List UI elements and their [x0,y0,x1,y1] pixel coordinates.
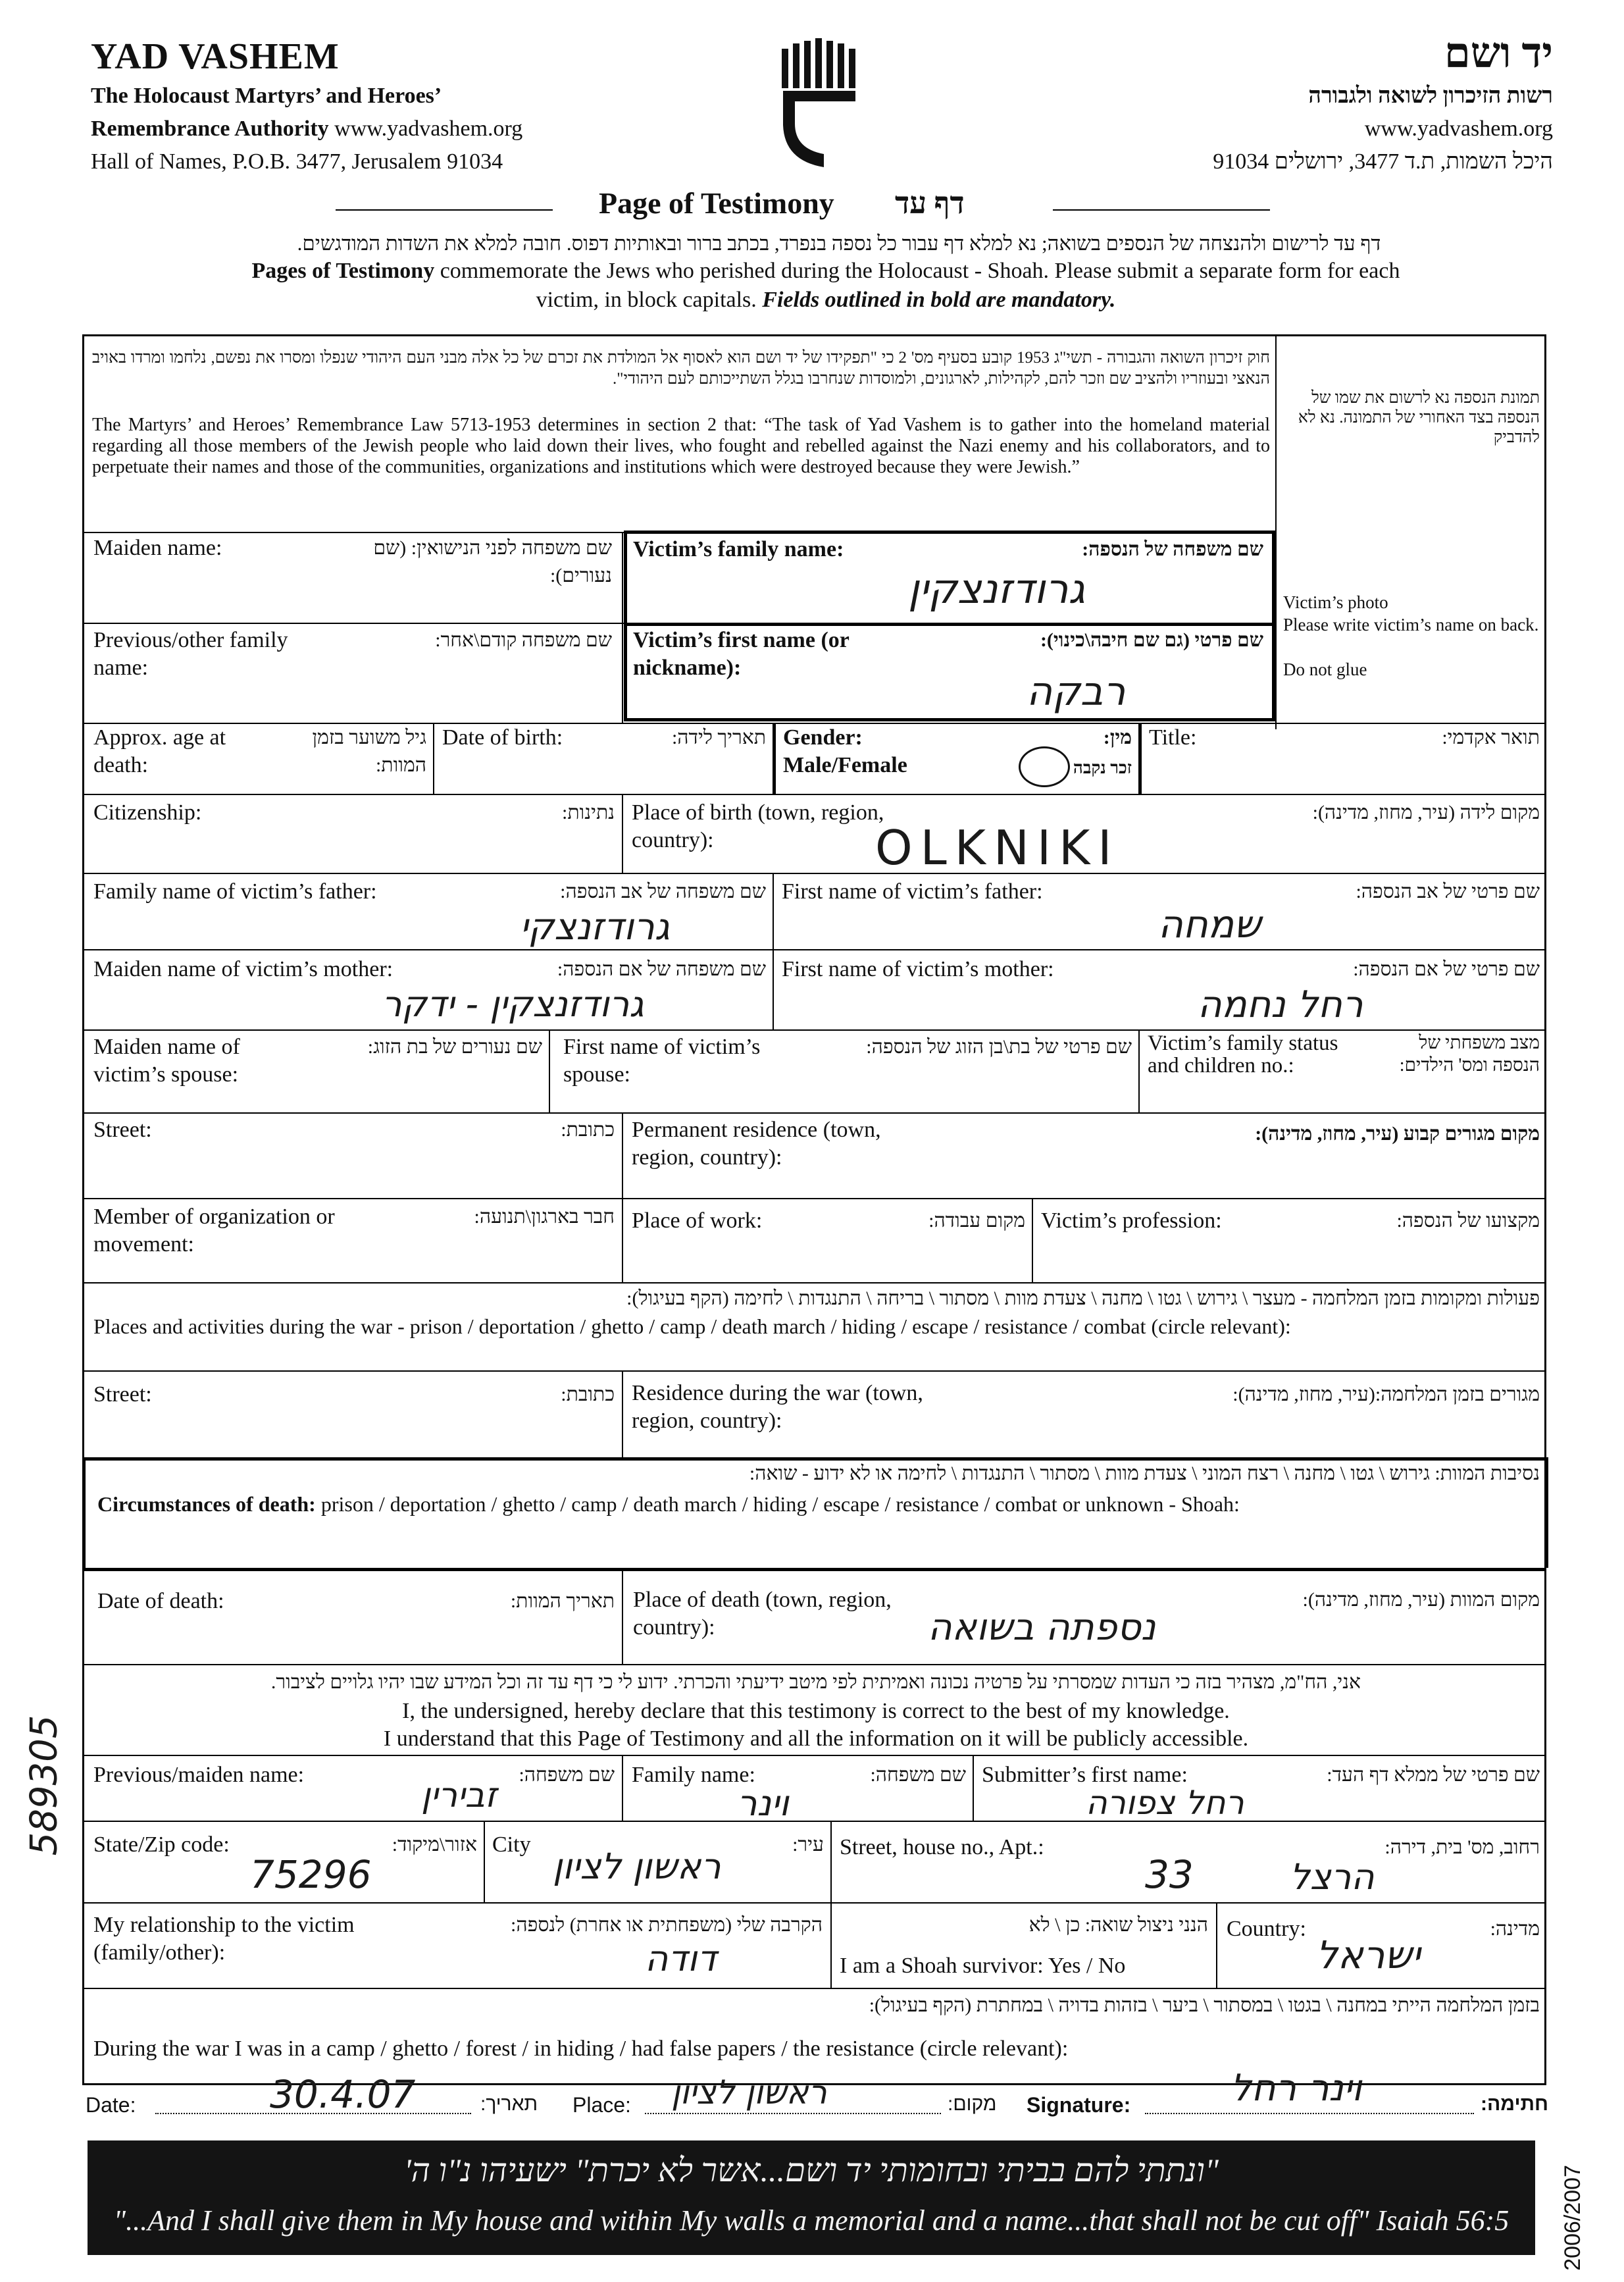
yad-vashem-logo [776,38,869,170]
footer-verse-band [88,2140,1535,2255]
row-line-bold [82,1568,1546,1571]
org-name-he: יד ושם [1444,30,1553,76]
submitter-house-no-value[interactable]: 33 [1145,1852,1194,1897]
verse-en: "...And I shall give them in My house and within My walls a memorial and a name...that shall not be cut off" Isaiah 56:5 [113,2204,1510,2237]
victim-family-name-label: Victim’s family name: [633,537,844,561]
col-line [1216,1902,1217,1988]
citizenship-label-he: נתינות: [562,802,615,823]
survivor-label[interactable]: I am a Shoah survivor: Yes / No [840,1954,1126,1978]
col-line [973,1755,974,1821]
age-at-death-label: Approx. age at death: [93,725,226,777]
spouse-maiden-name-label: Maiden name of victim’s spouse: [93,1035,240,1087]
war-activities-label[interactable]: Places and activities during the war - prison / deportation / ghetto / camp / death march / hiding / escape / resistance / combat (circle relevant): [93,1314,1291,1338]
org-address-en: Hall of Names, P.O.B. 3477, Jerusalem 91034 [91,149,503,174]
city-label: City [492,1832,531,1857]
col-line [484,1821,485,1902]
place-of-death-value[interactable]: נספתה בשואה [928,1606,1156,1649]
date-value[interactable]: 30.4.07 [270,2072,416,2117]
margin-number: 589305 [22,1715,66,1856]
maiden-name-label: Maiden name: [93,536,222,560]
war-residence-label-he: מגורים בזמן המלחמה:(עיר, מחוז, מדינה): [1232,1384,1540,1405]
row-line [82,1902,1546,1904]
country-label-he: מדינה: [1490,1918,1540,1940]
submitter-family-name-label: Family name: [632,1763,755,1787]
law-text-en: The Martyrs’ and Heroes’ Remembrance Law 5713-1953 determines in section 2 that: “The task of Yad Vashem is to gather into the homeland material regarding all those members of the Jewish people who laid down their lives, who fought and rebelled against the Nazi enemy and his collaborators, and to perpetuate their names and those of the communities, organizations and institutions which were destroyed because they were Jewish.” [92,415,1270,477]
title-label-he: תואר אקדמי: [1442,727,1540,748]
row-line [82,949,1546,950]
org-line1-en: The Holocaust Martyrs’ and Heroes’ [91,84,442,108]
col-line [549,1029,550,1112]
street-label-he: כתובת: [561,1119,615,1141]
zip-label-he: אזור\מיקוד: [392,1834,477,1855]
war-street-label-he: כתובת: [561,1384,615,1405]
photo-write-name: Please write victim’s name on back. [1283,615,1539,635]
col-line [1032,1198,1033,1282]
col-line [773,873,774,1029]
submitter-family-name-value[interactable]: וינר [737,1782,789,1824]
photo-no-glue: Do not glue [1283,660,1367,679]
father-family-name-label: Family name of victim’s father: [93,879,377,904]
date-label: Date: [86,2093,136,2117]
place-underline [645,2113,941,2114]
spouse-first-name-label-he: שם פרטי של בת\בן הזוג של הנספה: [866,1036,1132,1058]
victim-family-name-label-he: שם משפחה של הנספה: [1082,538,1263,560]
col-line [830,1821,832,1902]
title-rule-left [336,209,553,211]
signature-label: Signature: [1027,2093,1131,2117]
war-street-label: Street: [93,1382,152,1407]
war-place-label[interactable]: During the war I was in a camp / ghetto / forest / in hiding / had false papers / the resistance (circle relevant): [93,2036,1069,2061]
signature-value[interactable]: וינר רחל [1231,2067,1362,2110]
gender-female-circle [1019,746,1070,787]
col-line [622,1112,623,1198]
father-first-name-label: First name of victim’s father: [782,879,1043,904]
death-circumstances-label-he: נסיבות המוות: גירוש \ גטו \ מחנה \ רצח המוני \ צעדת מוות \ מסתור \ התנגדות \ לחימה או לא ידוע - שואה: [749,1463,1540,1484]
col-line-bold [1545,1457,1548,1568]
row-line [82,873,1546,874]
instructions-en-1-text: commemorate the Jews who perished during the Holocaust - Shoah. Please submit a separate form for each [440,259,1400,283]
row-line [82,1112,1546,1114]
victim-first-name-label: Victim’s first name (or nickname): [633,628,850,680]
victim-family-name-value[interactable]: גרודזנצקין [908,565,1086,613]
date-of-death-label-he: תאריך המוות: [510,1590,615,1612]
submitter-first-name-value[interactable]: רחל צפורה [1086,1784,1244,1822]
profession-label: Victim’s profession: [1041,1208,1222,1233]
photo-instructions-he: תמונת הנספה נא לרשום את שמו של הנספה בצד האחורי של התמונה. נא לא להדביק [1298,389,1540,446]
previous-family-name-label: Previous/other family name: [93,628,288,680]
submitter-previous-name-label-he: שם משפחה: [519,1764,615,1786]
date-of-birth-label-he: תאריך לידה: [671,727,766,748]
place-of-death-label: Place of death (town, region, country): [633,1588,892,1640]
place-label-he: מקום: [948,2093,997,2115]
org-line2-en [91,115,522,143]
relationship-label: My relationship to the victim (family/other): [93,1913,355,1965]
row-line-bold [624,623,1275,626]
col-line [622,1755,623,1821]
country-label: Country: [1227,1917,1306,1941]
permanent-residence-label-he: מקום מגורים קבוע (עיר, מחוז, מדינה): [1255,1123,1540,1145]
row-line [82,1821,1546,1822]
row-line [82,1988,1546,1989]
row-line [82,794,1546,795]
col-line [622,1198,623,1282]
place-label: Place: [572,2093,631,2117]
row-line [82,1755,1546,1756]
page-title-en: Page of Testimony [599,186,834,220]
city-value[interactable]: ראשון לציון [553,1846,721,1887]
photo-box-border [1275,334,1277,729]
survivor-label-he: הנני ניצול שואה: כן \ לא [1028,1914,1208,1936]
age-at-death-label-he: גיל משוער בזמן המוות: [312,727,426,776]
declaration-he: אני, הח"מ, מצהיר בזה כי העדות שמסרתי על פרטיה נכונה ואמיתית לפי מיטב ידיעתי והכרתי. ידוע לי כי דף עד זה וכל המידע שבו יהיו גלויים לציבור. [270,1671,1361,1693]
form-year-holder [1560,2165,1599,2271]
spouse-first-name-label: First name of victim’s spouse: [563,1035,761,1087]
mother-maiden-name-label-he: שם משפחה של אם הנספה: [557,958,766,980]
org-url-en: www.yadvashem.org [334,117,523,141]
org-line1-he: רשות הזיכרון לשואה ולגבורה [1308,84,1553,108]
relationship-label-he: הקרבה שלי (משפחתית או אחרת) לנספה: [511,1914,823,1936]
mother-maiden-name-label: Maiden name of victim’s mother: [93,957,393,981]
law-text-he: חוק זיכרון השואה והגבורה - תשי"ג 1953 קובע בסעיף מס' 2 כי "תפקידו של יד ושם הוא לאסוף אל המולדת את זכרם של כל אלה מבני העם היהודי שנפלו ומסרו את נפשם, נלחמו ומרדו באויב הנאצי ובעוזריו ולהציב שם וזכר להם, לקהילות, לארגונים, ולמוסדות שנחרבו בגלל השתייכותם לעם היהודי". [92,349,1270,388]
place-of-death-label-he: מקום המוות (עיר, מחוז, מדינה): [1302,1589,1540,1611]
instructions-en-2-text: victim, in block capitals. [536,288,757,312]
submitter-street-value[interactable]: הרצל [1290,1856,1375,1898]
submitter-first-name-label: Submitter’s first name: [982,1763,1188,1787]
photo-label: Victim’s photo [1283,592,1388,612]
submitter-street-label-he: רחוב, מס' בית, דירה: [1384,1836,1540,1858]
permanent-residence-label: Permanent residence (town, region, country): [632,1118,881,1170]
instructions-en-2-bold: Fields outlined in bold are mandatory. [762,288,1116,312]
gender-label-he: מין: [1103,727,1132,748]
col-line [433,723,434,794]
row-line [82,1198,1546,1199]
declaration-en-2: I understand that this Page of Testimony and all the information on it will be publicly accessible. [383,1726,1249,1751]
place-of-work-label-he: מקום עבודה: [928,1210,1025,1232]
gender-options-he[interactable]: זכר נקבה [1073,758,1132,777]
signature-label-he: חתימה: [1481,2093,1549,2115]
col-line-bold [1138,723,1142,794]
col-line-bold [82,1457,86,1568]
col-line [830,1902,832,1988]
date-label-he: תאריך: [480,2093,538,2115]
place-of-birth-label: Place of birth (town, region, country): [632,800,884,852]
submitter-street-label: Street, house no., Apt.: [840,1835,1044,1859]
organization-label-he: חבר בארגון\תנועה: [474,1206,615,1228]
father-family-name-value[interactable]: גרודזנצקי [520,906,670,948]
father-first-name-value[interactable]: שמחה [1158,902,1261,947]
death-circumstances-label[interactable] [97,1490,1545,1518]
col-line [622,794,623,873]
instructions-en-1-bold: Pages of Testimony [251,259,435,283]
page-title-he: דף עד [895,186,965,220]
place-value[interactable]: ראשון לציון [671,2073,827,2112]
father-first-name-label-he: שם פרטי של אב הנספה: [1356,881,1540,902]
col-line [1138,1029,1140,1112]
gender-label: Gender: Male/Female [783,725,907,777]
family-status-label-he: מצב משפחתי של הנספה ומס' הילדים: [1399,1033,1540,1076]
mother-first-name-label-he: שם פרטי של אם הנספה: [1353,958,1540,980]
instructions-he: דף עד לרישום ולהנצחה של הנספים בשואה; נא למלא דף עבור כל נספה בנפרד, בכתב ברור ובאותיות דפוס. חובה למלא את השדות המודגשים. [297,232,1381,255]
col-line-bold [773,723,776,794]
submitter-previous-name-label: Previous/maiden name: [93,1763,305,1787]
org-address-he: היכל השמות, ת.ד 3477, ירושלים 91034 [1213,149,1553,174]
signature-underline [1145,2113,1474,2114]
row-line [82,1282,1546,1284]
zip-label: State/Zip code: [93,1832,230,1857]
col-line [622,532,623,723]
mother-first-name-label: First name of victim’s mother: [782,957,1054,981]
submitter-first-name-label-he: שם פרטי של ממלא דף העד: [1327,1764,1540,1786]
city-label-he: עיר: [792,1834,824,1855]
family-status-label: Victim’s family status and children no.: [1148,1031,1338,1077]
war-place-label-he: בזמן המלחמה הייתי במחנה \ בגטו \ במסתור \ ביער \ בזהות בדויה \ במחתרת (הקף בעיגול): [869,1994,1540,2016]
organization-label: Member of organization or movement: [93,1205,335,1257]
relationship-value[interactable]: דודה [645,1938,717,1979]
zip-value[interactable]: 75296 [250,1852,372,1897]
victim-first-name-value[interactable]: רבקה [1027,669,1126,715]
profession-label-he: מקצועו של הנספה: [1396,1210,1540,1232]
form-year: 2006/2007 [1560,2165,1585,2271]
verse-he: "ונתתי להם בביתי ובחומותי יד ושם...אשר לא יכרת" ישעיהו נ"ו ה' [403,2152,1219,2189]
father-family-name-label-he: שם משפחה של אב הנספה: [560,881,766,902]
date-of-death-label: Date of death: [97,1589,224,1613]
mother-first-name-value[interactable]: רחל נחמה [1198,983,1363,1026]
place-of-birth-value[interactable]: OLKNIKI [875,820,1120,875]
instructions-en-2 [99,286,1553,315]
victim-first-name-label-he: שם פרטי (גם שם חיבה\כינוי): [1040,629,1263,651]
place-of-birth-label-he: מקום לידה (עיר, מחוז, מדינה): [1312,802,1540,823]
title-label: Title: [1149,725,1197,750]
submitter-previous-name-value[interactable]: זבירין [421,1776,497,1815]
org-name-en: YAD VASHEM [91,36,340,77]
spouse-maiden-name-label-he: שם נעורים של בת הזוג: [367,1036,542,1058]
col-line [622,1370,623,1457]
margin-number-holder [20,1698,72,1869]
org-line2-en-bold: Remembrance Authority [91,117,329,141]
title-rule-right [1053,209,1270,211]
row-line [82,1370,1546,1372]
previous-family-name-label-he: שם משפחה קודם\אחר: [435,629,612,651]
row-line [82,1029,1546,1031]
death-circumstances-options: prison / deportation / ghetto / camp / death march / hiding / escape / resistance / combat or unknown - Shoah: [320,1492,1240,1516]
war-residence-label: Residence during the war (town, region, country): [632,1381,923,1433]
place-of-work-label: Place of work: [632,1208,763,1233]
row-line [82,1664,1546,1665]
country-value[interactable]: ישראל [1316,1932,1421,1977]
street-label: Street: [93,1118,152,1142]
mother-maiden-name-value[interactable]: גרודזנצקין - ידקר [382,983,644,1025]
org-url-he: www.yadvashem.org [1364,117,1553,141]
citizenship-label: Citizenship: [93,800,202,825]
war-activities-label-he: פעולות ומקומות בזמן המלחמה - מעצר \ גירוש \ גטו \ מחנה \ צעדת מוות \ מסתור \ בריחה \ התנגדות \ לחימה (הקף בעיגול): [626,1287,1540,1309]
instructions-en-1 [99,257,1553,286]
death-circumstances-bold: Circumstances of death: [97,1492,316,1516]
col-line [622,1568,623,1664]
declaration-en-1: I, the undersigned, hereby declare that this testimony is correct to the best of my knowledge. [402,1699,1230,1723]
date-of-birth-label: Date of birth: [442,725,563,750]
submitter-family-name-label-he: שם משפחה: [870,1764,966,1786]
maiden-name-label-he: שם משפחה לפני הנישואין: (שם נעורים): [373,537,612,586]
